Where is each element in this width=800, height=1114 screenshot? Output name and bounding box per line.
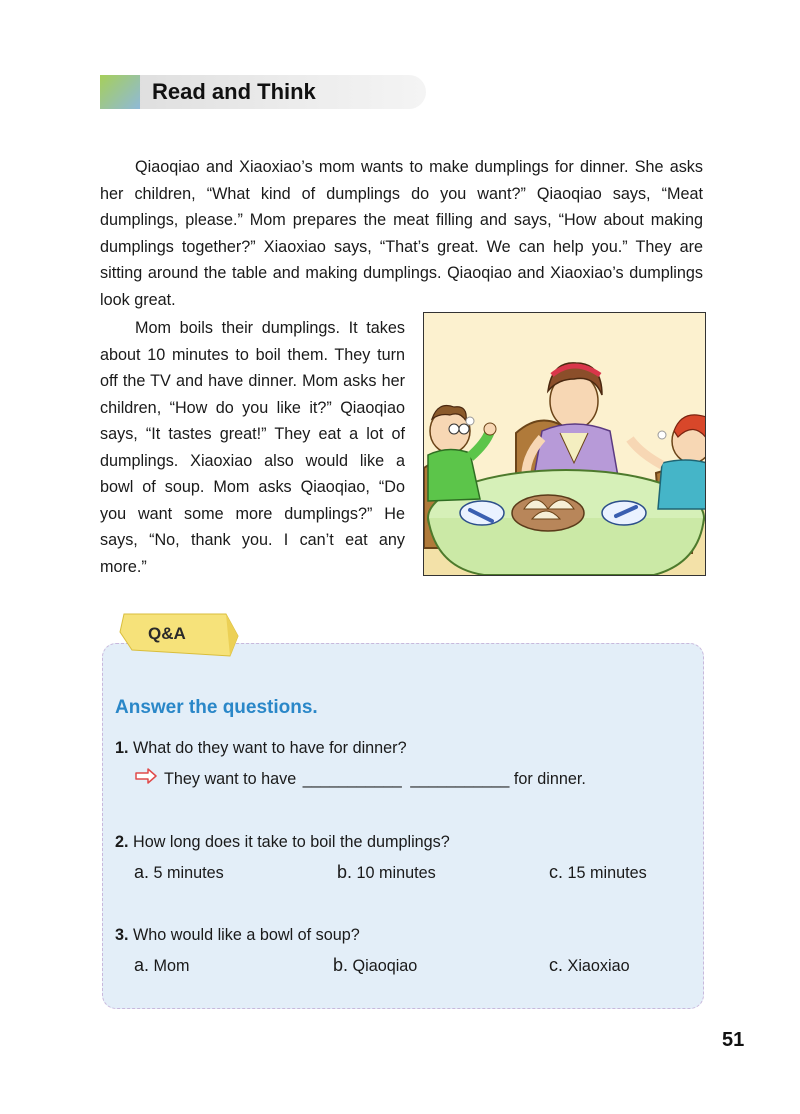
question-2-option-b[interactable] [337, 862, 436, 883]
question-1 [115, 738, 407, 758]
story-paragraph-1: Qiaoqiao and Xiaoxiao’s mom wants to make dumplings for dinner. She asks her children, “What kind of dumplings do you want?” Qiaoqiao says, “Meat dumplings, please.” Mom prepares the meat filling and says, “How about making dumplings together?” Xiaoxiao says, “That’s great. We can help you.” They are sitting around the table and making dumplings. Qiaoqiao and Xiaoxiao’s dumplings look great. [100, 158, 703, 309]
option-text: Qiaoqiao [352, 957, 418, 975]
qa-heading: Answer the questions. [115, 697, 318, 718]
question-3-option-c[interactable] [549, 955, 630, 976]
option-letter: c. [549, 862, 564, 882]
option-text: Xiaoxiao [567, 957, 630, 975]
question-3-option-b[interactable] [333, 955, 417, 976]
answer-1-line [164, 769, 586, 789]
answer-1-blank-2[interactable]: ___________ [410, 770, 510, 788]
option-letter: a. [134, 862, 150, 882]
question-1-number: 1. [115, 739, 129, 757]
option-letter: a. [134, 955, 150, 975]
section-title: Read and Think [152, 79, 316, 104]
illustration-drawing [424, 313, 706, 576]
answer-1-blank-1[interactable]: ___________ [302, 770, 402, 788]
question-2 [115, 832, 450, 852]
option-letter: b. [337, 862, 353, 882]
answer-1-suffix: for dinner. [513, 770, 586, 788]
arrow-right-icon [134, 768, 158, 784]
question-2-number: 2. [115, 833, 129, 851]
option-text: 15 minutes [567, 864, 647, 882]
question-1-text: What do they want to have for dinner? [133, 739, 407, 757]
question-3 [115, 925, 360, 945]
question-3-option-a[interactable] [134, 955, 190, 976]
page-number: 51 [722, 1029, 745, 1051]
story-paragraph-2: Mom boils their dumplings. It takes about 10 minutes to boil them. They turn off the TV and have dinner. Mom asks her children, “How do you like it?” Qiaoqiao says, “It tastes great!” They eat a lot of dumplings. Xiaoxiao also would like a bowl of soup. Mom asks Qiaoqiao, “Do you want some more dumplings?” He says, “No, thank you. I can’t eat any more.” [100, 319, 405, 576]
answer-1-prefix: They want to have [164, 770, 297, 788]
question-3-number: 3. [115, 926, 129, 944]
question-2-option-a[interactable] [134, 862, 224, 883]
option-text: 5 minutes [153, 864, 224, 882]
section-header-accent [100, 75, 140, 109]
qa-tab-label: Q&A [148, 624, 186, 643]
family-dinner-illustration [423, 312, 706, 576]
option-text: 10 minutes [356, 864, 436, 882]
question-2-text: How long does it take to boil the dumplings? [133, 833, 450, 851]
option-letter: c. [549, 955, 564, 975]
option-letter: b. [333, 955, 349, 975]
option-text: Mom [153, 957, 190, 975]
question-2-option-c[interactable] [549, 862, 647, 883]
question-3-text: Who would like a bowl of soup? [133, 926, 360, 944]
